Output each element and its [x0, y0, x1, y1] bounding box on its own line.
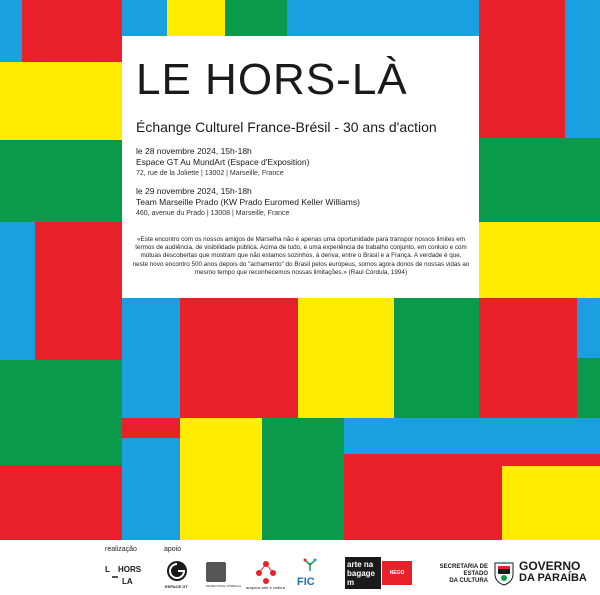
arte-bagagem-logo [345, 557, 381, 589]
color-block [0, 140, 122, 222]
color-block [479, 138, 600, 222]
espace-gt-logo [165, 560, 189, 592]
color-block [287, 0, 479, 36]
event-venue: Espace GT Au MundArt (Espace d'Exposition) [136, 157, 310, 167]
color-block [180, 298, 298, 418]
color-block [479, 298, 577, 418]
color-block [479, 0, 565, 138]
fic-text: FIC [297, 576, 315, 588]
realizacao-label: realização [105, 546, 137, 553]
color-block [479, 222, 600, 298]
poster-subtitle: Échange Culturel France-Brésil - 30 ans d'action [136, 119, 437, 135]
color-block [502, 466, 600, 540]
governo-line1: GOVERNO [519, 559, 581, 573]
color-block [565, 0, 600, 138]
governo-logo [519, 560, 589, 586]
color-block [0, 360, 122, 465]
color-block [394, 298, 479, 418]
color-block [167, 0, 225, 36]
color-block [502, 454, 600, 466]
color-block [0, 62, 122, 140]
event-address: 460, avenue du Prado | 13008 | Marseille, France [136, 210, 290, 217]
fic-logo [297, 558, 323, 592]
color-block [122, 438, 180, 540]
color-block [0, 222, 35, 360]
color-block [577, 298, 600, 358]
color-block [480, 454, 502, 540]
color-block [22, 0, 122, 62]
event-1 [136, 146, 309, 179]
arapuca-text: arapuca arte e cultura [246, 585, 285, 590]
arapuca-logo [246, 560, 286, 592]
hors-la-logo [104, 562, 150, 586]
museu-logo [206, 562, 242, 592]
governo-line2: DA PARAÍBA [519, 572, 587, 584]
color-block [262, 418, 344, 540]
apoio-label: apoio [164, 546, 182, 553]
espace-gt-text: ESPACE GT [165, 584, 188, 589]
color-block [0, 0, 22, 62]
color-block [298, 298, 394, 418]
color-block [180, 418, 262, 540]
poster-title: LE HORS-LÀ [136, 55, 408, 104]
event-date: le 28 novembre 2024, 15h-18h [136, 146, 252, 156]
event-2 [136, 186, 360, 219]
color-block [344, 418, 600, 454]
event-address: 72, rue de la Joliette | 13002 | Marseille, France [136, 170, 284, 177]
color-block [35, 222, 122, 360]
nego-text: NEGO [389, 570, 405, 576]
museu-text: MUSEU RAUL CÓRDULA [206, 584, 242, 588]
color-block [122, 0, 167, 36]
secretaria-line1: SECRETARIA DE ESTADO [439, 564, 488, 577]
color-block [0, 465, 122, 540]
secretaria-line2: DA CULTURA [449, 578, 488, 584]
color-block [122, 298, 180, 418]
paraiba-seal-icon [493, 560, 515, 586]
color-block [344, 454, 480, 540]
color-block [122, 418, 180, 438]
color-block [577, 358, 600, 418]
nego-logo [382, 561, 412, 585]
svg-text:HORS: HORS [118, 565, 142, 574]
secretaria-logo [418, 564, 488, 584]
svg-text:L: L [105, 565, 110, 574]
quote-text: «Este encontro com os nossos amigos de Marselha não é apenas uma oportunidade para transpor nossos limites em termos de audiência, de visibilidade pública. Acima de tudo, é uma experiência de trabalho conjunto, em conluio e com mútuas descobertas que mostram que não estamos sozinhos, à deriva, entre o Brasil e a França. A verdade é que, neste novo encontro 500 anos depois do "achamento" do Brasil pelos europeus, somos agora donos de nossas vidas ao mesmo tempo que reconhecemos nossas limitações.» (Raul Córdula, 1994) [132, 236, 470, 276]
svg-text:LA: LA [122, 577, 133, 586]
arte-bagagem-text: arte na bagagem [347, 560, 376, 587]
color-block [225, 0, 287, 36]
event-date: le 29 novembre 2024, 15h-18h [136, 186, 252, 196]
event-venue: Team Marseille Prado (KW Prado Euromed Keller Williams) [136, 197, 360, 207]
info-panel [122, 36, 479, 298]
sponsor-footer [0, 540, 600, 595]
